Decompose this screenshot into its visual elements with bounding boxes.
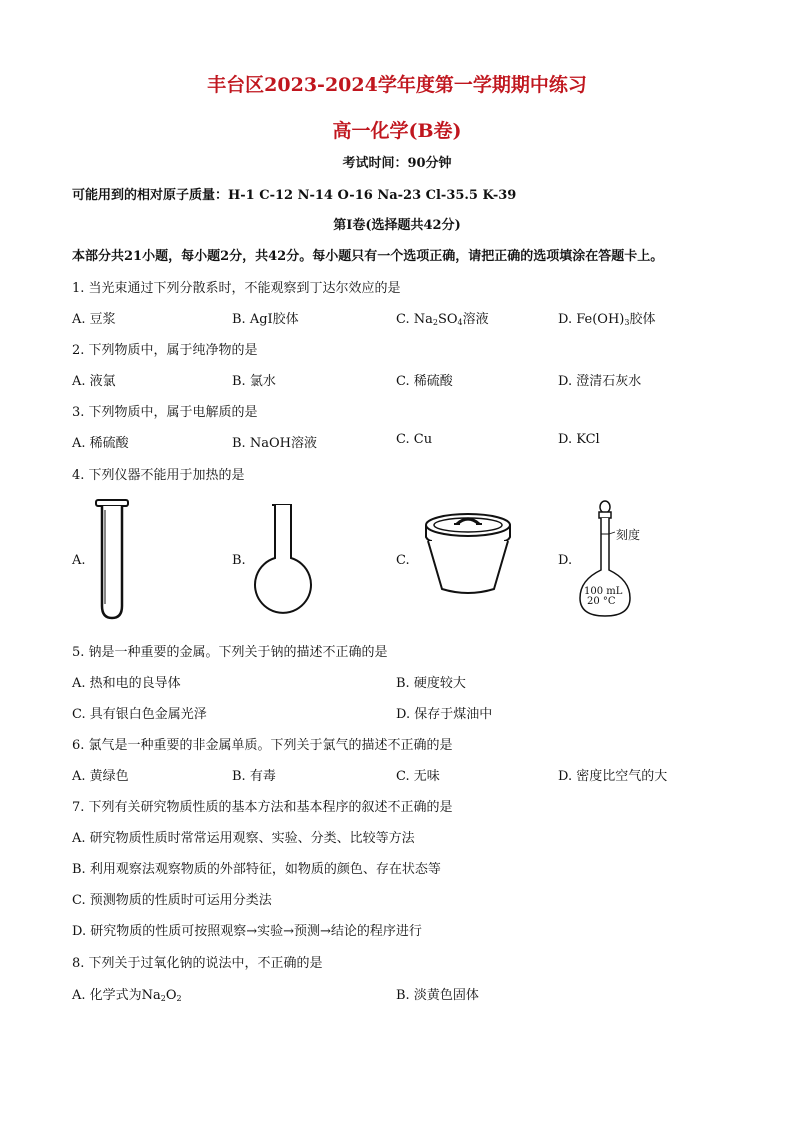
section-title: 第Ⅰ卷(选择题共42分): [333, 218, 461, 233]
question-4-option-b: B.: [232, 553, 246, 568]
question-8-option-a: A. 化学式为$Na_2O_2$: [72, 988, 182, 1003]
question-3-option-c: C. Cu: [396, 432, 433, 447]
question-5-option-c: C. 具有银白色金属光泽: [72, 707, 207, 722]
exam-time: 考试时间：90分钟: [342, 156, 452, 171]
exam-subtitle: 高一化学(B卷): [332, 120, 462, 142]
question-4-option-c: C.: [396, 553, 410, 568]
volumetric-flask-icon: [576, 498, 650, 618]
question-5-option-d: D. 保存于煤油中: [396, 707, 493, 722]
question-1-option-d: D. $Fe(OH)_3$胶体: [558, 312, 656, 327]
round-bottom-flask-icon: [252, 502, 316, 614]
question-6-option-c: C. 无味: [396, 769, 440, 784]
atomic-masses: 可能用到的相对原子质量：H-1 C-12 N-14 O-16 Na-23 Cl-35.5 K-39: [72, 188, 517, 203]
crucible-icon: [418, 507, 522, 597]
question-1-option-a: A. 豆浆: [72, 312, 116, 327]
test-tube-icon: [94, 498, 134, 624]
question-3-stem: 3. 下列物质中，属于电解质的是: [72, 405, 258, 420]
question-3-option-a: A. 稀硫酸: [72, 436, 129, 451]
question-4-stem: 4. 下列仪器不能用于加热的是: [72, 468, 245, 483]
question-1-option-b: B. AgI胶体: [232, 312, 299, 327]
question-3-option-b: B. NaOH溶液: [232, 436, 317, 451]
question-7-option-c: C. 预测物质的性质时可运用分类法: [72, 893, 272, 908]
question-4-option-a: A.: [72, 553, 86, 568]
flask-scale-label: 刻度: [616, 528, 641, 542]
question-2-option-d: D. 澄清石灰水: [558, 374, 642, 389]
question-7-stem: 7. 下列有关研究物质性质的基本方法和基本程序的叙述不正确的是: [72, 800, 453, 815]
question-3-option-d: D. KCl: [558, 432, 600, 447]
question-6-stem: 6. 氯气是一种重要的非金属单质。下列关于氯气的描述不正确的是: [72, 738, 453, 753]
question-6-option-b: B. 有毒: [232, 769, 276, 784]
exam-title: 丰台区2023-2024学年度第一学期期中练习: [207, 74, 587, 96]
question-1-option-c: C. $Na_2SO_4$溶液: [396, 312, 489, 327]
question-8-option-b: B. 淡黄色固体: [396, 988, 479, 1003]
question-5-option-b: B. 硬度较大: [396, 676, 466, 691]
question-2-option-c: C. 稀硫酸: [396, 374, 453, 389]
question-1-stem: 1. 当光束通过下列分散系时，不能观察到丁达尔效应的是: [72, 281, 401, 296]
flask-volume-label: 100 mL: [584, 586, 623, 597]
question-7-option-b: B. 利用观察法观察物质的外部特征，如物质的颜色、存在状态等: [72, 862, 441, 877]
question-5-option-a: A. 热和电的良导体: [72, 676, 181, 691]
question-5-stem: 5. 钠是一种重要的金属。下列关于钠的描述不正确的是: [72, 645, 388, 660]
question-8-stem: 8. 下列关于过氧化钠的说法中，不正确的是: [72, 956, 323, 971]
flask-temperature-label: 20 °C: [587, 596, 616, 607]
question-2-option-b: B. 氯水: [232, 374, 276, 389]
question-2-option-a: A. 液氯: [72, 374, 116, 389]
question-4-option-d: D.: [558, 553, 573, 568]
question-7-option-d: D. 研究物质的性质可按照观察→实验→预测→结论的程序进行: [72, 924, 422, 939]
question-6-option-a: A. 黄绿色: [72, 769, 129, 784]
question-2-stem: 2. 下列物质中，属于纯净物的是: [72, 343, 258, 358]
question-6-option-d: D. 密度比空气的大: [558, 769, 668, 784]
question-7-option-a: A. 研究物质性质时常常运用观察、实验、分类、比较等方法: [72, 831, 415, 846]
instructions: 本部分共21小题，每小题2分，共42分。每小题只有一个选项正确，请把正确的选项填涂在答题卡上。: [72, 249, 664, 264]
